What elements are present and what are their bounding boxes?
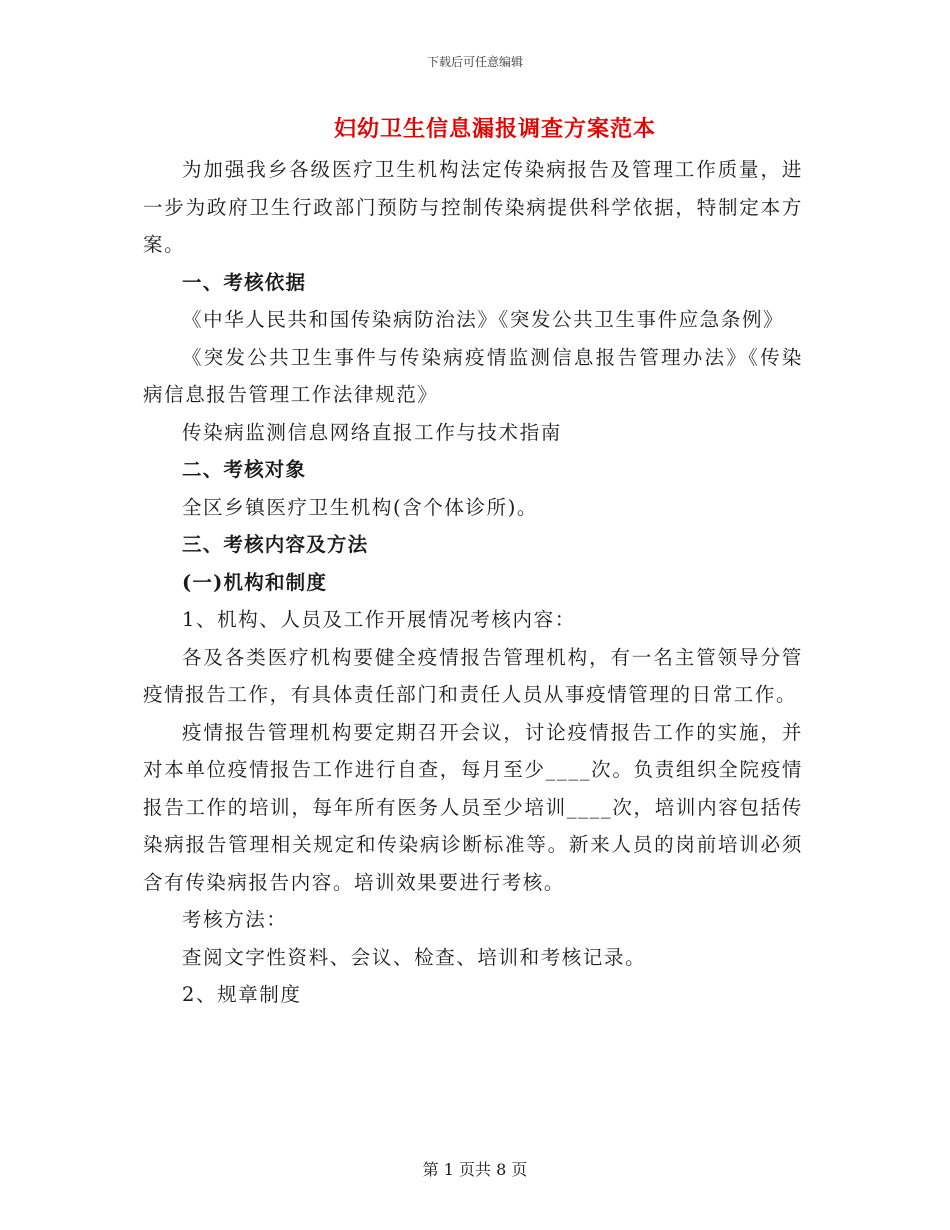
paragraph-meeting-training: 疫情报告管理机构要定期召开会议，讨论疫情报告工作的实施，并对本单位疫情报告工作进行自查，每月至少____次。负责组织全院疫情报告工作的培训，每年所有医务人员至少培训____次，培训内容包括传染病报告管理相关规定和传染病诊断标准等。新来人员的岗前培训必须含有传染病报告内容。培训效果要进行考核。 xyxy=(143,720,803,894)
heading-content-method: 三、考核内容及方法 xyxy=(182,533,369,556)
paragraph-method-label: 考核方法： xyxy=(182,908,288,931)
paragraph-institution-requirement: 各及各类医疗机构要健全疫情报告管理机构，有一名主管领导分管疫情报告工作，有具体责任部门和责任人员从事疫情管理的日常工作。 xyxy=(143,645,803,706)
paragraph-basis-measures: 《突发公共卫生事件与传染病疫情监测信息报告管理办法》《传染病信息报告管理工作法律规范》 xyxy=(143,345,803,406)
heading-basis: 一、考核依据 xyxy=(182,270,307,294)
paragraph-intro: 为加强我乡各级医疗卫生机构法定传染病报告及管理工作质量，进一步为政府卫生行政部门预防与控制传染病提供科学依据，特制定本方案。 xyxy=(143,158,803,256)
paragraph-target: 全区乡镇医疗卫生机构(含个体诊所)。 xyxy=(182,495,539,519)
document-body xyxy=(143,151,803,1014)
paragraph-basis-laws: 《中华人民共和国传染病防治法》《突发公共卫生事件应急条例》 xyxy=(182,308,785,331)
paragraph-basis-guide: 传染病监测信息网络直报工作与技术指南 xyxy=(182,420,562,444)
page-footer: 第 1 页共 8 页 xyxy=(422,1160,528,1179)
heading-target: 二、考核对象 xyxy=(182,458,307,481)
paragraph-method-detail: 查阅文字性资料、会议、检查、培训和考核记录。 xyxy=(182,945,647,969)
subheading-institution: (一)机构和制度 xyxy=(182,570,328,594)
paragraph-item-2: 2、规章制度 xyxy=(182,983,302,1006)
document-title: 妇幼卫生信息漏报调查方案范本 xyxy=(333,116,656,142)
paragraph-item-1: 1、机构、人员及工作开展情况考核内容： xyxy=(182,608,576,631)
header-note: 下载后可任意编辑 xyxy=(426,55,523,69)
